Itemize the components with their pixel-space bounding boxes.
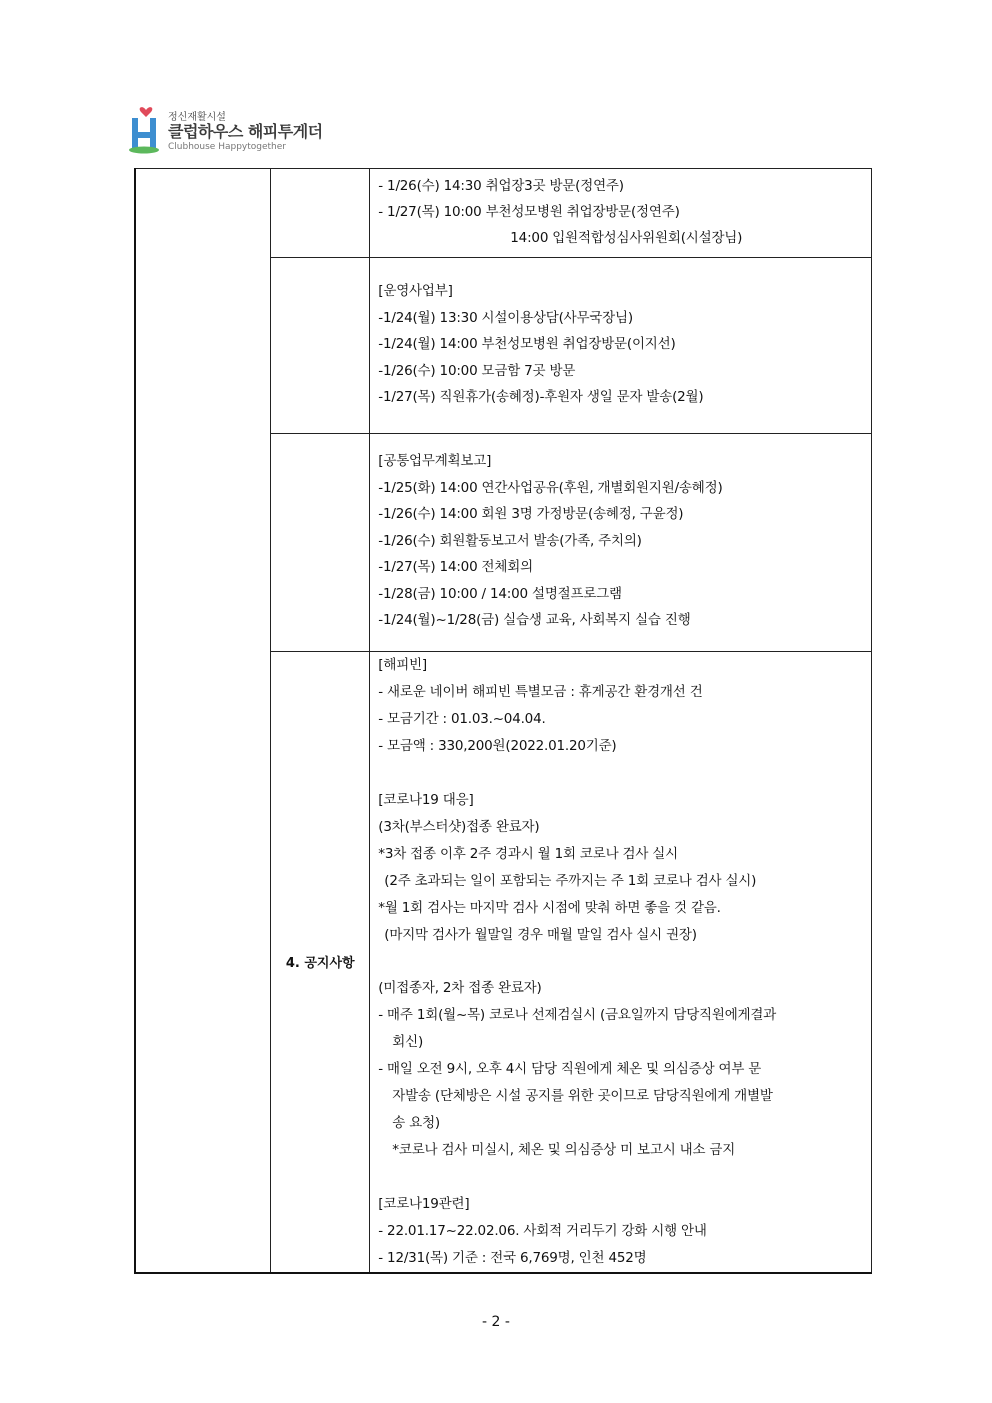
left-category-cell xyxy=(135,169,271,1273)
section-heading: [운영사업부] xyxy=(378,283,453,299)
list-item: - 1/27(목) 10:00 부천성모병원 취업장방문(정연주) xyxy=(378,204,680,220)
row-label xyxy=(271,169,370,258)
clubhouse-logo xyxy=(128,104,328,156)
list-item: (3차(부스터샷)접종 완료자) xyxy=(378,818,540,835)
content-cell xyxy=(370,169,872,258)
list-item: - 12/31(목) 기준 : 전국 6,769명, 인천 452명 xyxy=(378,1249,647,1266)
list-item: -1/26(수) 회원활동보고서 발송(가족, 주치의) xyxy=(378,532,642,549)
list-item: -1/26(수) 10:00 모금함 7곳 방문 xyxy=(378,362,576,379)
row-label xyxy=(271,258,370,434)
section-heading: [해피빈] xyxy=(378,657,427,673)
clubhouse-h-logo-icon xyxy=(128,104,162,154)
section-heading: [코로나19 대응] xyxy=(378,791,474,808)
schedule-table xyxy=(134,168,872,1274)
list-item: - 모금기간 : 01.03.~04.04. xyxy=(378,711,546,727)
content-cell xyxy=(370,652,872,1273)
list-item: -1/24(월)~1/28(금) 실습생 교육, 사회복지 실습 진행 xyxy=(378,612,691,628)
list-item: (마지막 검사가 월말일 경우 매월 말일 검사 실시 권장) xyxy=(384,926,697,943)
list-item: -1/24(월) 13:30 시설이용상담(사무국장님) xyxy=(378,309,633,326)
spacer xyxy=(378,949,865,976)
list-item: 회신) xyxy=(392,1034,424,1050)
table-row xyxy=(135,169,872,258)
list-item: *3차 접종 이후 2주 경과시 월 1회 코로나 검사 실시 xyxy=(378,845,678,862)
list-item: -1/24(월) 14:00 부천성모병원 취업장방문(이지선) xyxy=(378,336,676,352)
list-item: *코로나 검사 미실시, 체온 및 의심증상 미 보고시 내소 금지 xyxy=(392,1142,736,1158)
list-item: (미접종자, 2차 접종 완료자) xyxy=(378,980,542,996)
notice-label: 4. 공지사항 xyxy=(271,652,370,1273)
list-item: 송 요청) xyxy=(392,1115,440,1131)
list-item: *월 1회 검사는 마지막 검사 시점에 맞춰 하면 좋을 것 같음. xyxy=(378,899,721,916)
logo-subtitle: 정신재활시설 xyxy=(168,112,226,123)
section-heading: [공통업무계획보고] xyxy=(378,453,492,469)
list-item: - 매주 1회(월~목) 코로나 선제검실시 (금요일까지 담당직원에게결과 xyxy=(378,1007,777,1023)
row-label xyxy=(271,434,370,652)
list-item: - 22.01.17~22.02.06. 사회적 거리두기 강화 시행 안내 xyxy=(378,1222,707,1239)
logo-english-name: Clubhouse Happytogether xyxy=(168,142,286,152)
list-item: 자발송 (단체방은 시설 공지를 위한 곳이므로 담당직원에게 개별발 xyxy=(392,1088,773,1104)
list-item: - 매일 오전 9시, 오후 4시 담당 직원에게 체온 및 의심증상 여부 문 xyxy=(378,1061,762,1077)
list-item: -1/26(수) 14:00 회원 3명 가정방문(송혜정, 구윤정) xyxy=(378,506,684,522)
list-item: -1/27(목) 직원휴가(송혜정)-후원자 생일 문자 발송(2월) xyxy=(378,389,704,405)
list-item: - 1/26(수) 14:30 취업장3곳 방문(정연주) xyxy=(378,178,624,194)
section-heading: [코로나19관련] xyxy=(378,1195,470,1212)
content-cell xyxy=(370,434,872,652)
list-item: -1/28(금) 10:00 / 14:00 설명절프로그램 xyxy=(378,585,622,602)
content-cell xyxy=(370,258,872,434)
list-item: -1/27(목) 14:00 전체회의 xyxy=(378,559,533,575)
list-item: -1/25(화) 14:00 연간사업공유(후원, 개별회원지원/송혜정) xyxy=(378,479,723,496)
list-item: - 새로운 네이버 해피빈 특별모금 : 휴게공간 환경개선 건 xyxy=(378,684,703,700)
spacer xyxy=(378,760,865,787)
page-number: - 2 - xyxy=(482,1314,510,1330)
list-item: 14:00 입원적합성심사위원회(시설장님) xyxy=(510,230,743,246)
list-item: (2주 초과되는 일이 포함되는 주까지는 주 1회 코로나 검사 실시) xyxy=(384,872,757,889)
logo-title: 클럽하우스 해피투게더 xyxy=(168,122,323,141)
list-item: - 모금액 : 330,200원(2022.01.20기준) xyxy=(378,738,617,754)
spacer xyxy=(378,1164,865,1191)
